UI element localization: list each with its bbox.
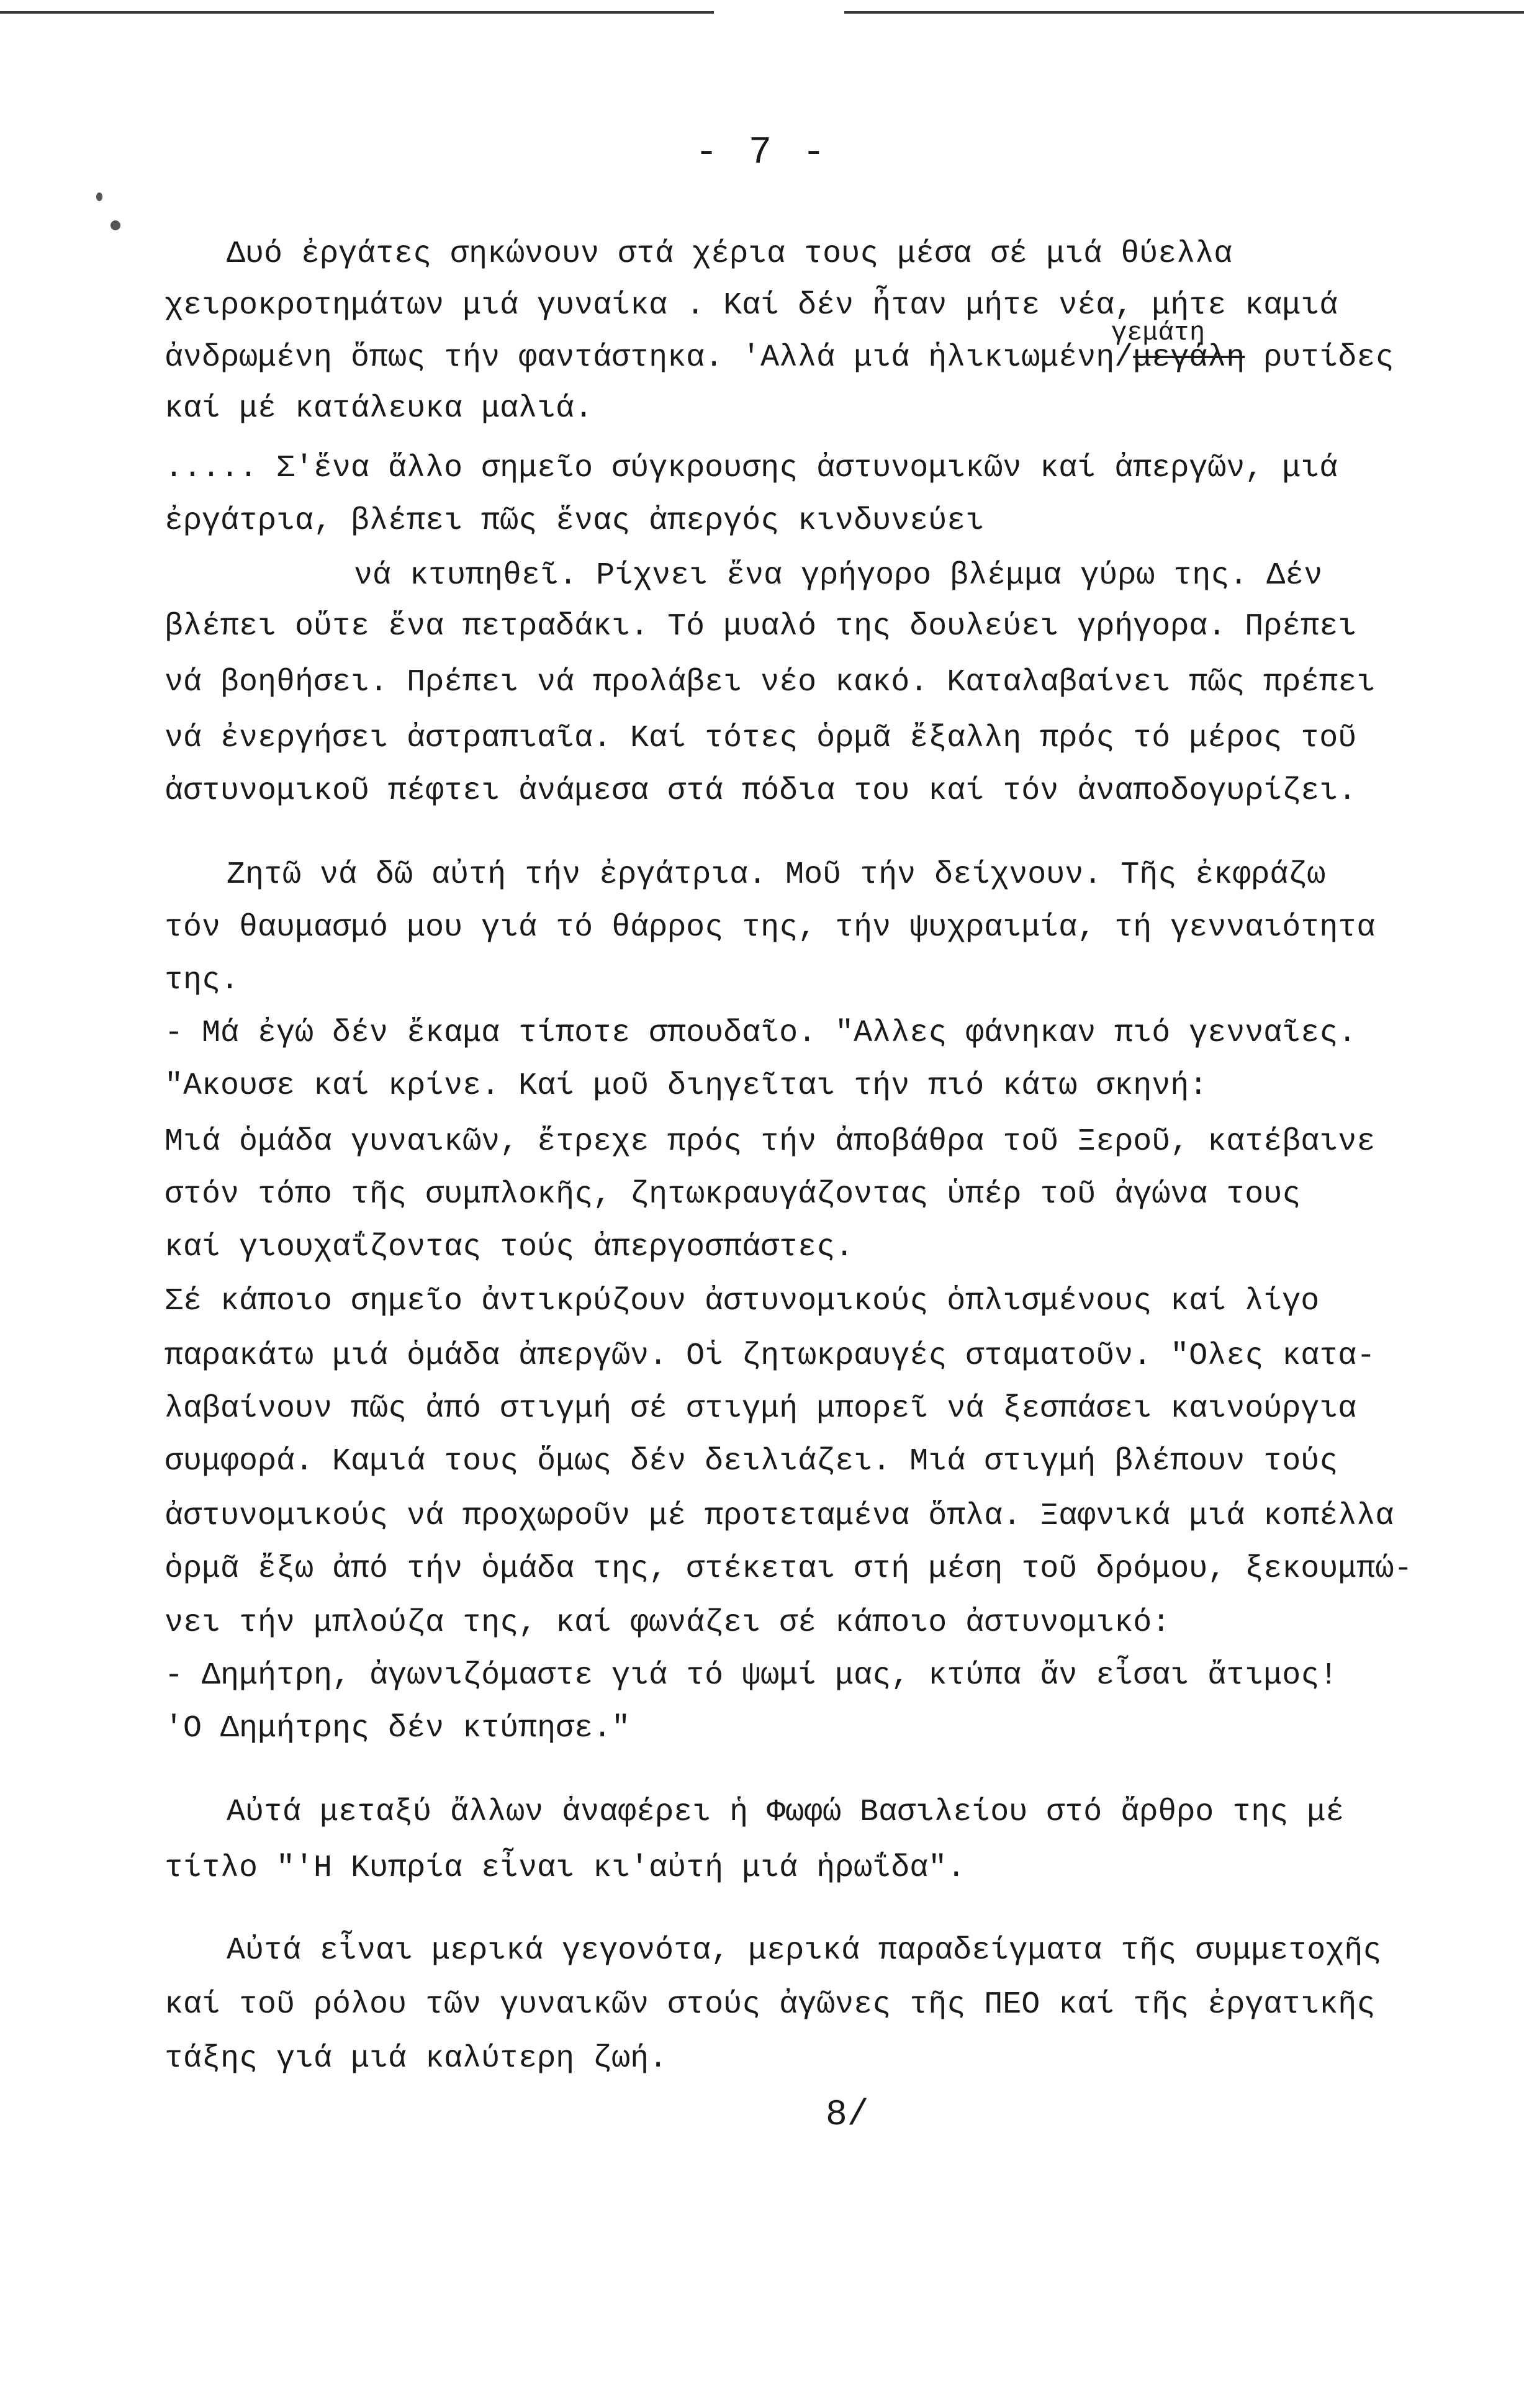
text-line: - Μά ἐγώ δέν ἔκαμα τίποτε σπουδαῖο. "Αλλες φάνηκαν πιό γενναῖες. <box>165 1016 1357 1051</box>
text-line: νά ἐνεργήσει ἀστραπιαῖα. Καί τότες ὁρμᾶ ἔξαλλη πρός τό μέρος τοῦ <box>165 721 1357 756</box>
text-segment: ἀνδρωμένη ὅπως τήν φαντάστηκα. 'Αλλά μιά ἡλικιωμένη/ <box>165 340 1134 376</box>
text-line: καί γιουχαΐζοντας τούς ἀπεργοσπάστες. <box>165 1230 854 1265</box>
text-segment: ρυτίδες <box>1245 340 1394 376</box>
text-line: συμφορά. Καμιά τους ὅμως δέν δειλιάζει. Μιά στιγμή βλέπουν τούς <box>165 1444 1338 1479</box>
struck-word: μεγάλη <box>1133 340 1245 376</box>
text-line: παρακάτω μιά ὁμάδα ἀπεργῶν. Οἱ ζητωκραυγές σταματοῦν. "Ολες κατα- <box>165 1338 1376 1374</box>
text-line: νά βοηθήσει. Πρέπει νά προλάβει νέο κακό. Καταλαβαίνει πῶς πρέπει <box>165 665 1376 700</box>
text-line: "Ακουσε καί κρίνε. Καί μοῦ διηγεῖται τήν πιό κάτω σκηνή: <box>165 1068 1208 1104</box>
text-line: Μιά ὁμάδα γυναικῶν, ἔτρεχε πρός τήν ἀποβάθρα τοῦ Ξεροῦ, κατέβαινε <box>165 1124 1376 1160</box>
text-line: χειροκροτημάτων μιά γυναίκα . Καί δέν ἦταν μήτε νέα, μήτε καμιά <box>165 288 1338 323</box>
text-line: Αὐτά εἶναι μερικά γεγονότα, μερικά παραδείγματα τῆς συμμετοχῆς <box>227 1933 1382 1968</box>
scan-mark <box>110 220 120 230</box>
text-line: τίτλο "'Η Κυπρία εἶναι κι'αὐτή μιά ἡρωΐδα". <box>165 1851 966 1886</box>
handwritten-insertion: γεμάτη <box>1111 318 1206 348</box>
text-line: τάξης γιά μιά καλύτερη ζωή. <box>165 2041 668 2077</box>
text-line: τόν θαυμασμό μου γιά τό θάρρος της, τήν ψυχραιμία, τή γενναιότητα <box>165 910 1376 945</box>
text-line: της. <box>165 963 240 998</box>
text-line: 'Ο Δημήτρης δέν κτύπησε." <box>165 1711 631 1746</box>
text-line: καί τοῦ ρόλου τῶν γυναικῶν στούς ἀγῶνες τῆς ΠΕΟ καί τῆς ἐργατικῆς <box>165 1987 1376 2022</box>
text-line: Αὐτά μεταξύ ἄλλων ἀναφέρει ἡ Φωφώ Βασιλείου στό ἄρθρο της μέ <box>227 1795 1345 1830</box>
page-number: - 7 - <box>695 130 829 174</box>
scan-mark <box>96 192 102 201</box>
continuation-mark: 8/ <box>826 2095 869 2135</box>
top-rule-right <box>844 11 1524 14</box>
text-line <box>165 340 1394 376</box>
text-line: ἀστυνομικούς νά προχωροῦν μέ προτεταμένα ὅπλα. Ξαφνικά μιά κοπέλλα <box>165 1499 1394 1534</box>
text-line: στόν τόπο τῆς συμπλοκῆς, ζητωκραυγάζοντας ὑπέρ τοῦ ἀγώνα τους <box>165 1177 1301 1212</box>
text-line: καί μέ κατάλευκα μαλιά. <box>165 391 593 426</box>
text-line: ἀστυνομικοῦ πέφτει ἀνάμεσα στά πόδια του καί τόν ἀναποδογυρίζει. <box>165 773 1357 809</box>
text-line: Ζητῶ νά δῶ αὐτή τήν ἐργάτρια. Μοῦ τήν δείχνουν. Τῆς ἐκφράζω <box>227 857 1326 893</box>
text-line: ἐργάτρια, βλέπει πῶς ἕνας ἀπεργός κινδυνεύει <box>165 503 985 539</box>
text-line: νά κτυπηθεῖ. Ρίχνει ἕνα γρήγορο βλέμμα γύρω της. Δέν <box>354 558 1323 593</box>
text-line: ..... Σ'ἕνα ἄλλο σημεῖο σύγκρουσης ἀστυνομικῶν καί ἀπεργῶν, μιά <box>165 451 1338 486</box>
text-line: Δυό ἐργάτες σηκώνουν στά χέρια τους μέσα σέ μιά θύελλα <box>227 237 1233 272</box>
top-rule-left <box>0 11 714 14</box>
text-line: λαβαίνουν πῶς ἀπό στιγμή σέ στιγμή μπορεῖ νά ξεσπάσει καινούργια <box>165 1391 1357 1427</box>
text-line: ὁρμᾶ ἔξω ἀπό τήν ὁμάδα της, στέκεται στή μέση τοῦ δρόμου, ξεκουμπώ- <box>165 1551 1413 1587</box>
text-line: νει τήν μπλούζα της, καί φωνάζει σέ κάποιο ἀστυνομικό: <box>165 1605 1171 1641</box>
text-line: βλέπει οὔτε ἕνα πετραδάκι. Τό μυαλό της δουλεύει γρήγορα. Πρέπει <box>165 609 1357 644</box>
text-line: Σέ κάποιο σημεῖο ἀντικρύζουν ἀστυνομικούς ὁπλισμένους καί λίγο <box>165 1284 1320 1319</box>
text-line: - Δημήτρη, ἀγωνιζόμαστε γιά τό ψωμί μας, κτύπα ἄν εἶσαι ἄτιμος! <box>165 1658 1338 1693</box>
